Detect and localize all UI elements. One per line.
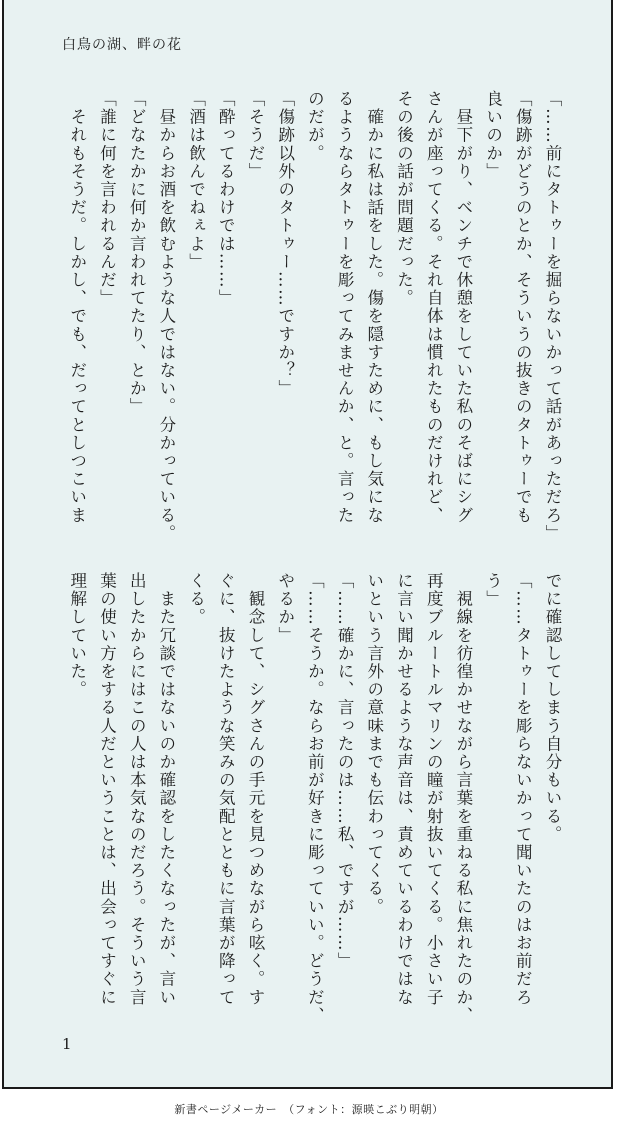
text-column: 昼下がり、ベンチで休憩をしていた私のそばにシグ: [453, 90, 473, 525]
book-page: [2, 0, 613, 1089]
text-column: でに確認してしまう自分もいる。: [543, 572, 562, 844]
footer-credit: 新書ページメーカー （フォント：源暎こぶり明朝）: [174, 1103, 444, 1116]
page-number: 1: [62, 1035, 72, 1053]
text-column: 「……タトゥーを彫らないかって聞いたのはお前だろ: [513, 572, 533, 1007]
text-column: 良いのか」: [483, 90, 503, 181]
text-column: 理解していた。: [67, 572, 87, 699]
text-column: 出したからにはこの人は本気なのだろう。そういう言: [127, 572, 147, 1007]
text-column: 「どなたかに何か言われてたり、とか」: [127, 90, 147, 416]
text-column: 「傷跡以外のタトゥー……ですか？」: [275, 90, 295, 398]
text-column: 観念して、シグさんの手元を見つめながら呟く。す: [246, 572, 265, 1007]
text-column: 「……そうか。ならお前が好きに彫っていい。どうだ、: [305, 572, 325, 1025]
text-column: のだが。: [305, 90, 325, 163]
text-column: 「酔ってるわけでは……」: [216, 90, 236, 308]
text-column: 「……前にタトゥーを掘らないかって話があっただろ」: [543, 90, 562, 543]
text-column: また冗談ではないのか確認をしたくなったが、言い: [156, 572, 176, 1007]
text-column: いという言外の意味までも伝わってくる。: [364, 572, 384, 916]
text-column: 再度ブルートルマリンの瞳が射抜いてくる。小さい子: [424, 572, 444, 1007]
text-column: それもそうだ。しかし、でも、だってとしつこいま: [67, 90, 87, 525]
text-column: 「そうだ」: [246, 90, 265, 181]
text-column: くる。: [186, 572, 206, 627]
text-column: 「……確かに、言ったのは……私、ですが……」: [335, 572, 355, 971]
text-column: 葉の使い方をする人だということは、出会ってすぐに: [97, 572, 117, 1007]
text-column: 「酒は飲んでねぇよ」: [186, 90, 206, 271]
text-column: 「誰に何を言われるんだ」: [97, 90, 117, 308]
text-column: に言い聞かせるような声音は、責めているわけではな: [394, 572, 414, 1007]
text-column: さんが座ってくる。それ自体は慣れたものだけれど、: [424, 90, 444, 525]
running-header-title: 白鳥の湖、畔の花: [62, 37, 182, 53]
text-column: 視線を彷徨かせながら言葉を重ねる私に焦れたのか、: [453, 572, 473, 1025]
text-column: るようならタトゥーを彫ってみませんか、と。言った: [335, 90, 355, 525]
text-column: 「傷跡がどうのとか、そういうの抜きのタトゥーでも: [513, 90, 533, 525]
text-column: 昼からお酒を飲むような人ではない。分かっている。: [156, 90, 176, 543]
text-column: その後の話が問題だった。: [394, 90, 414, 308]
text-column: 確かに私は話をした。傷を隠すために、もし気にな: [364, 90, 384, 525]
text-column: う」: [483, 572, 503, 609]
text-column: やるか」: [275, 572, 295, 645]
text-column: ぐに、抜けたような笑みの気配とともに言葉が降って: [216, 572, 236, 1007]
